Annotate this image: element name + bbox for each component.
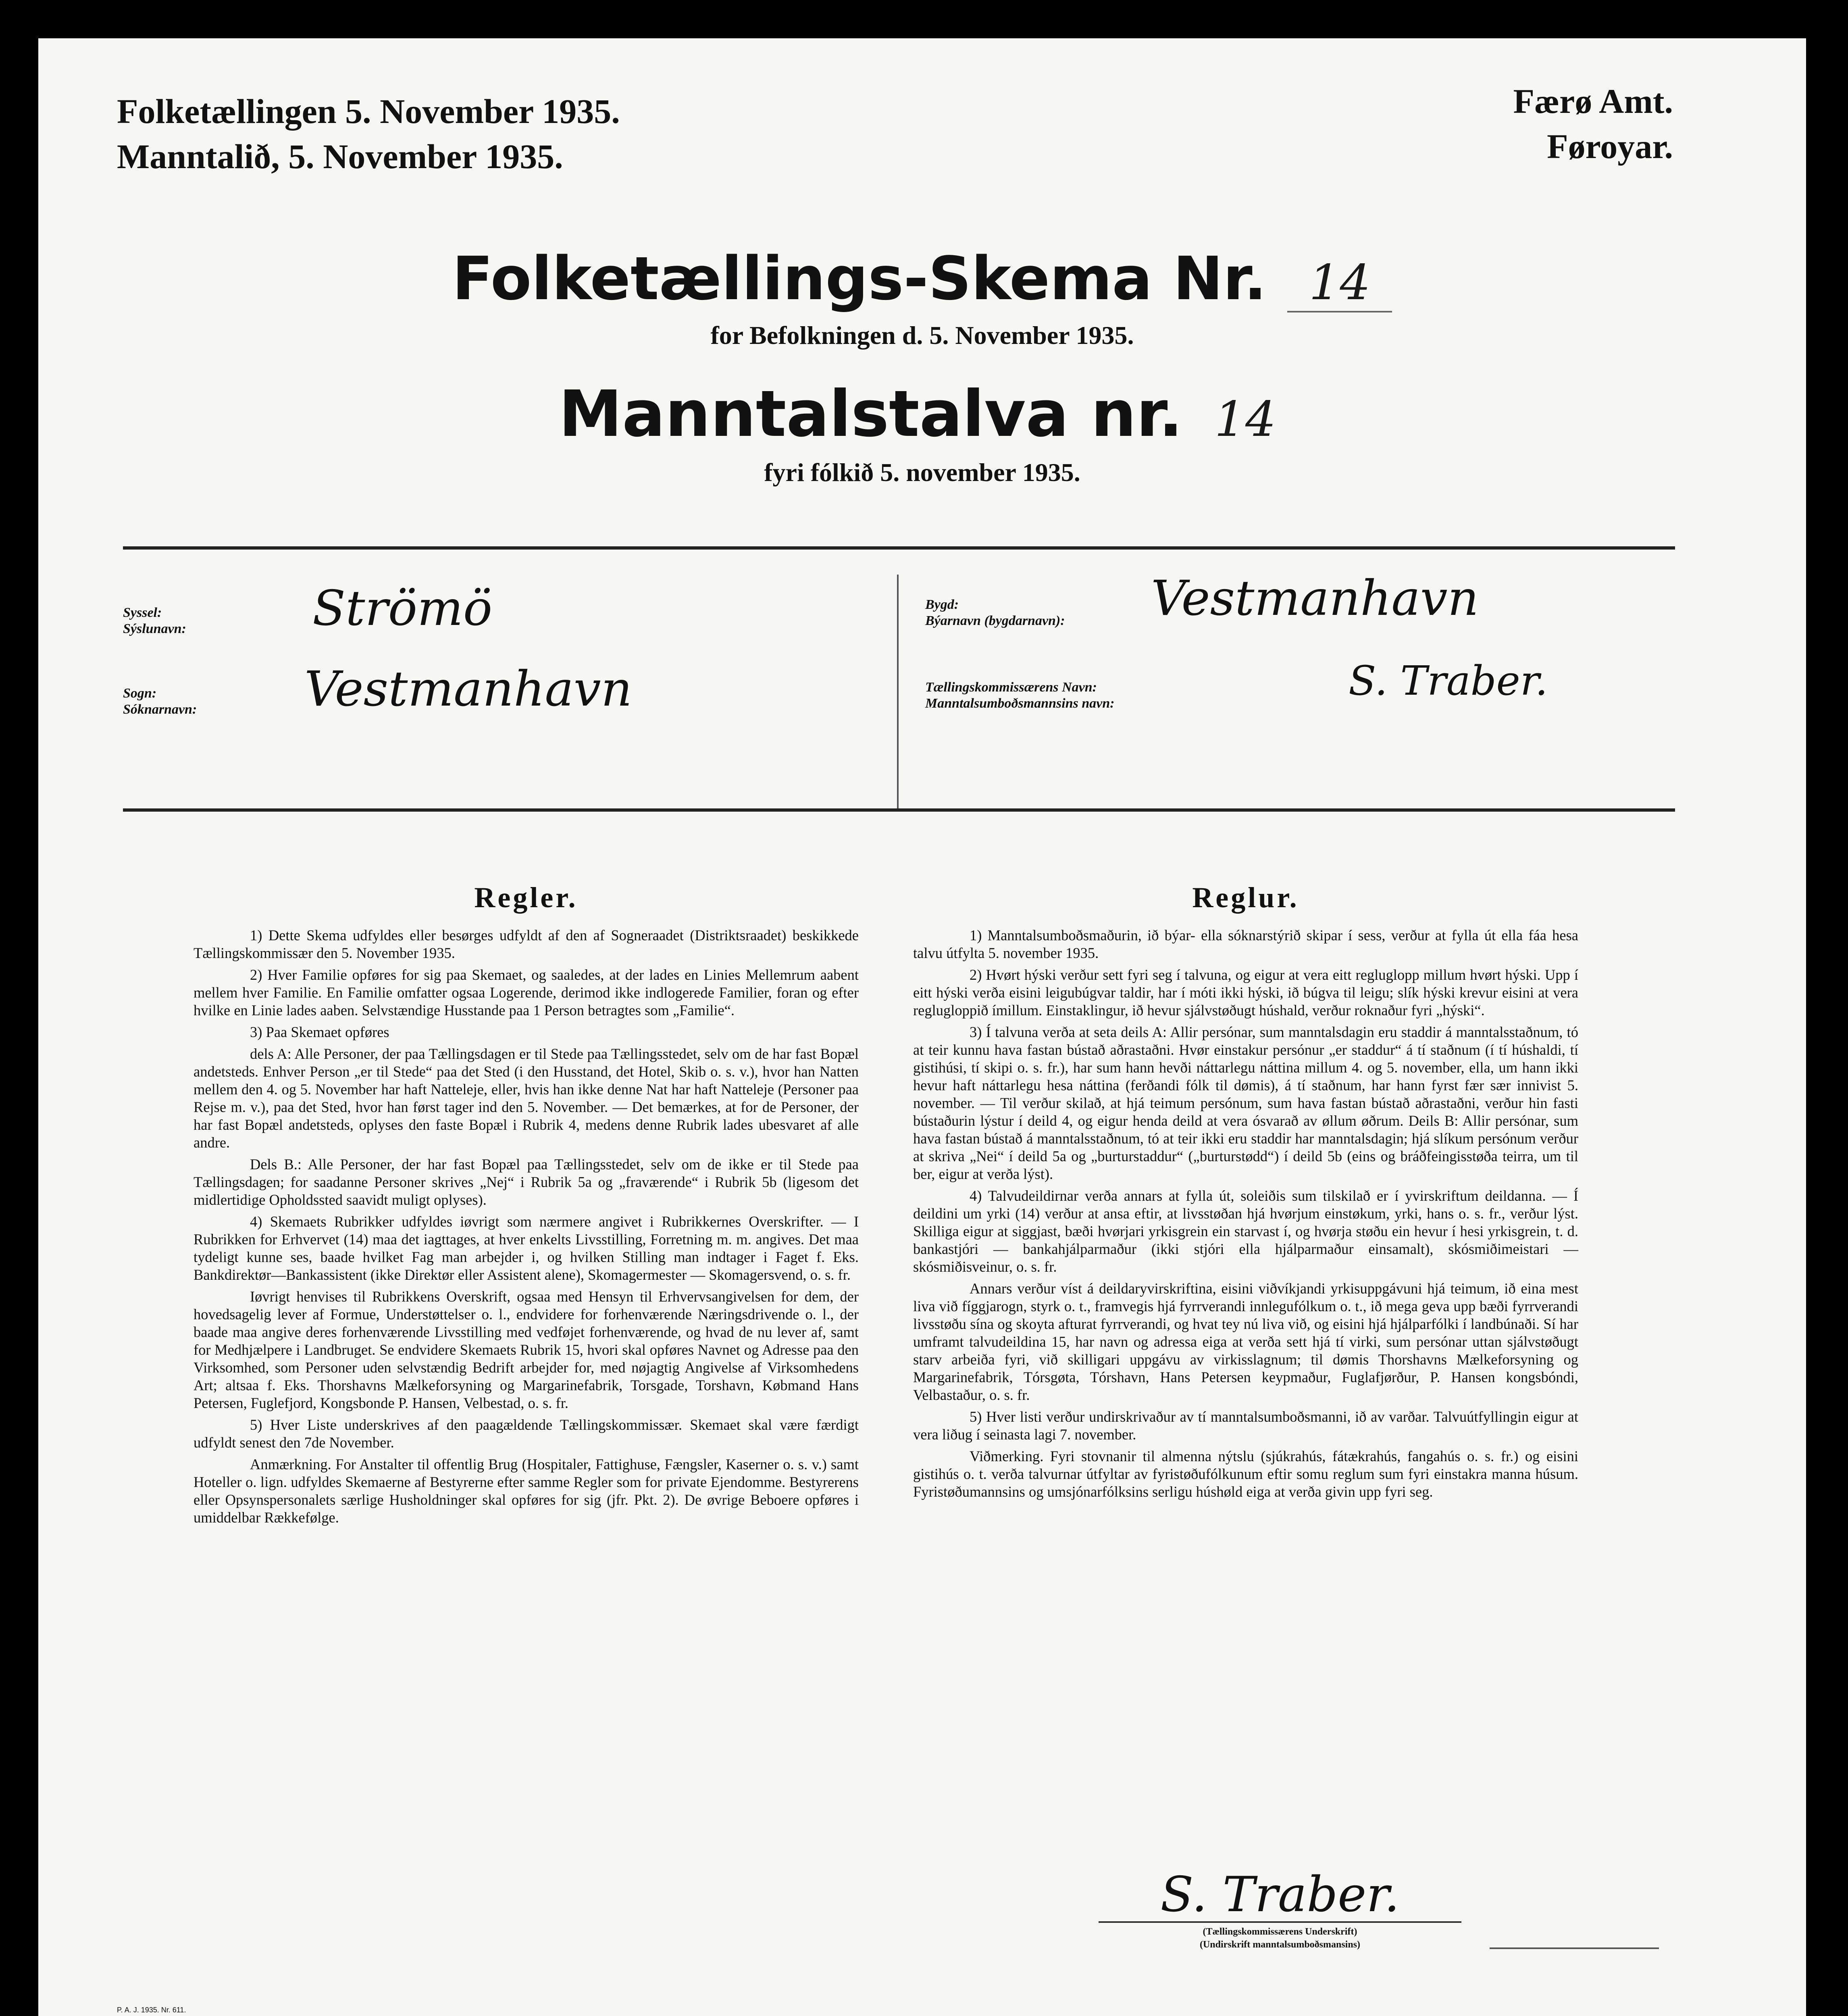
signature-block: [1099, 1869, 1461, 1951]
reglur-column: [913, 881, 1578, 1505]
regler-p4: 4) Skemaets Rubrikker udfyldes iøvrigt som nærmere angivet i Rubrikkernes Overskrifter. — I Rubrikken for Erhvervet (14) maa det iagttages, at hver enkelts Livsstilling, Forretning m. m. angives. Det maa tydeligt kunne ses, baade hvilket Fag man arbejder i, og hvilken Stilling man indtager i Faget f. Eks. Bankdirektør—Bankassistent (ikke Direktør eller Assistent alene), Skomagermester — Skomagersvend, o. s. fr.: [194, 1213, 859, 1283]
regler-p5: 5) Hver Liste underskrives af den paagældende Tællingskommissær. Skemaet skal være færdigt udfyldt senest den 7de November.: [194, 1416, 859, 1451]
form-title-danish-text: Folketællings-Skema Nr.: [452, 244, 1267, 313]
signature-value: S. Traber.: [1099, 1869, 1461, 1923]
sogn-label: Sogn:: [123, 686, 157, 701]
regler-p1: 1) Dette Skema udfyldes eller besørges udfyldt af den af Sogneraadet (Distriktsraadet) beskikkede Tællingskommissær den 5. November 1935.: [194, 927, 859, 961]
kommissaer-label: Tællingskommissærens Navn:: [925, 680, 1097, 695]
reglur-p1: 1) Manntalsumboðsmaðurin, ið býar- ella sóknarstýrið skipar í sess, verður at fylla út ella fáa hesa talvu útfylta 5. november 1935.: [913, 927, 1578, 961]
reglur-title: Reglur.: [1192, 881, 1299, 914]
reglur-p2: 2) Hvørt hýski verður sett fyri seg í talvuna, og eigur at vera eitt regluglopp millum hvørt hýski. Upp í eitt hýski verða eisini leigubúgvar taldir, har í móti ikki hýski, ið búgva til leigu; slík hýski krevur eisini at vera reglugloppið ímillum. Einstaklingur, ið hevur sjálvstøðugt húshald, verður roknaður fyri „hýski“.: [913, 966, 1578, 1018]
reglur-p6: Viðmerking. Fyri stovnanir til almenna nýtslu (sjúkrahús, fátækrahús, fangahús o. s. fr.) og eisini gistihús o. t. verða talvurnar útfyltar av fyristøðufólkunum eftir somu reglum sum fyri einstakra manna húsum. Fyristøðumannsins og umsjónarfólksins serligu húshøld eiga at verða givin upp fyri seg.: [913, 1448, 1578, 1500]
form-subtitle-faroese: fyri fólkið 5. november 1935.: [764, 458, 1080, 487]
regler-p3a: dels A: Alle Personer, der paa Tællingsdagen er til Stede paa Tællingsstedet, selv om de har fast Bopæl andetsteds. Enhver Person „er til Stede“ paa det Sted (i den Husstand, det Hotel, Skib o. s. v.), hvor han Natten mellem den 4. og 5. November har haft Natteleje, eller, hvis han ikke denne Nat har haft Natteleje (Personer paa Rejse m. v.), paa det Sted, hvor han først tager ind den 5. November. — Det bemærkes, at for de Personer, der har fast Bopæl andetsteds, oplyses den faste Bopæl i Rubrik 4, medens denne Rubrik lades ubesvaret af alle andre.: [194, 1045, 859, 1151]
kommissaer-label-fo: Manntalsumboðsmannsins navn:: [925, 696, 1115, 711]
signature-caption-faroese: (Undirskrift manntalsumboðsmansins): [1199, 1939, 1361, 1950]
reglur-p3: 3) Í talvuna verða at seta deils A: Allir persónar, sum manntalsdagin eru staddir á manntalsstaðnum, tó at teir kunnu hava fastan bústað aðrastaðni. Hvør einstakur persónur „er staddur“ á tí staðnum (í tí húshaldi, tí gistihúsi, tí skipi o. s. fr.), har sum hann hevði náttarlegu náttina millum 4. og 5. november, ella, um hann ikki hevur haft náttarlegu hesa náttina (ferðandi fólk til dømis), á tí staðnum, har hann fyrst fær sær innivist 5. november. — Til verður skilað, at hjá teimum persónum, sum hava fastan bústað aðrastaðni, verður hin fasti bústaðurin lýstur í deild 4, og eigur henda deild at vera ósvarað av øllum øðrum. Deils B: Allir persónar, sum hava fastan bústað á manntalsstaðnum, tó at teir ikki eru staddir har manntalsdagin; hjá slíkum persónum verður at skriva „Nei“ í deild 5a og „burturstaddur“ („burturstødd“) í deild 5b (eins og bráðfeingisstøða teirra, um til ber, eigur at verða lýst).: [913, 1024, 1578, 1182]
regler-p2: 2) Hver Familie opføres for sig paa Skemaet, og saaledes, at der lades en Linies Mellemrum aabent mellem hver Familie. En Familie omfatter ogsaa Logerende, derimod ikke indlogerede Familier, foran og efter hvilke en Linie lades aaben. Selvstændige Husstande paa 1 Person betragtes som „Familie“.: [194, 966, 859, 1018]
form-number-danish: 14: [1287, 255, 1392, 312]
regler-title: Regler.: [474, 881, 578, 914]
top-divider: [123, 546, 1675, 550]
syssel-value: Strömö: [312, 581, 493, 637]
bygd-label-fo: Býarnavn (bygdarnavn):: [925, 613, 1065, 628]
header-left: [117, 89, 620, 179]
syssel-label-fo: Sýslunavn:: [123, 621, 186, 636]
header-right-line2: Føroyar.: [1547, 127, 1673, 166]
reglur-p5: 5) Hver listi verður undirskrivaður av tí manntalsumboðsmanni, ið av varðar. Talvuútfyllingin eigur at vera liðug í seinasta lagi 7. november.: [913, 1408, 1578, 1443]
middle-divider: [123, 808, 1675, 812]
reglur-p4b: Annars verður víst á deildaryvirskriftina, eisini viðvíkjandi yrkisuppgávuni hjá teimum, ið eina mest liva við fíggjarogn, styrk o. t., framvegis hjá fyrrverandi innlegufólkum o. t., ið mega geva upp bæði fyrrverandi livsstøðu sína og skoyta afturat fyrrverandi, og hvat tey nú liva við, og eisini hjá hjálparfólki í landbúnaði. Sí har umframt talvudeildina 15, har navn og adressa eiga at verða sett hjá tí virki, sum persónar uttan sjálvstøðugt starv arbeiða fyri, við skilligari uppgávu av virkisslagnum; til dømis Thorshavns Mælkeforsyning og Margarinefabrik, Tórsgøta, Tórshavn, Hans Petersen keypmaður, Fuglafjørður, P. Hansen kongsbóndi, Velbastaður, o. s. fr.: [913, 1280, 1578, 1403]
form-title-faroese-text: Manntalstalva nr.: [559, 377, 1183, 451]
regler-column: [194, 881, 859, 1531]
header-right: [1513, 79, 1673, 169]
header-left-line1: Folketællingen 5. November 1935.: [117, 92, 620, 131]
signature-line-right: [1490, 1947, 1659, 1949]
kommissaer-value: S. Traber.: [1349, 657, 1548, 704]
reglur-p4: 4) Talvudeildirnar verða annars at fylla út, soleiðis sum tilskilað er í yvirskriftum deildanna. — Í deildini um yrki (14) verður at ansa eftir, at livsstøðan hjá hvørjum einstøkum, yrki, hans o. s. fr., verður lýst. Skilliga eigur at siggjast, bæði hvørjari yrkisgrein ein starvast í, og hvørja støðu ein hevur í hesi yrkisgrein, t. d. bankastjóri — bankahjálparmaður (ikki stjóri ella hjálparmaður einsamalt), skósmiðimeistari — skósmiðisveinur, o. s. fr.: [913, 1187, 1578, 1275]
form-title-faroese: [38, 377, 1806, 451]
signature-caption-danish: (Tællingskommissærens Underskrift): [1203, 1926, 1357, 1937]
header-right-line1: Færø Amt.: [1513, 82, 1673, 121]
bygd-label: Bygd:: [925, 597, 959, 612]
form-number-faroese: 14: [1214, 392, 1276, 448]
sogn-label-fo: Sóknarnavn:: [123, 702, 197, 717]
sogn-value: Vestmanhavn: [304, 661, 632, 717]
regler-p6: Anmærkning. For Anstalter til offentlig Brug (Hospitaler, Fattighuse, Fængsler, Kaserner o. s. v.) samt Hoteller o. lign. udfyldes Skemaerne af Bestyrerne efter samme Regler som for private Ejendomme. Bestyrerens eller Opsynspersonalets særlige Husholdninger skal opføres for sig (jfr. Pkt. 2). De øvrige Beboere opføres i umiddelbar Rækkefølge.: [194, 1456, 859, 1526]
regler-p3: 3) Paa Skemaet opføres: [250, 1024, 389, 1040]
printer-mark: P. A. J. 1935. Nr. 611.: [117, 2006, 186, 2014]
form-subtitle-danish: for Befolkningen d. 5. November 1935.: [710, 321, 1134, 350]
header-left-line2: Manntalið, 5. November 1935.: [117, 137, 563, 176]
regler-p3b: Dels B.: Alle Personer, der har fast Bopæl paa Tællingsstedet, selv om de ikke er til Stede paa Tællingsdagen; for saadanne Personer skrives „Nej“ i Rubrik 5a og „fraværende“ i Rubrik 5b (ligesom det midlertidige Opholdssted saavidt muligt oplyses).: [194, 1156, 859, 1208]
census-form-page: [38, 38, 1806, 2016]
field-divider: [897, 575, 899, 808]
syssel-label: Syssel:: [123, 605, 162, 620]
regler-p4b: Iøvrigt henvises til Rubrikkens Overskrift, ogsaa med Hensyn til Erhvervsangivelsen for dem, der hovedsagelig lever af Formue, Understøttelser o. l., endvidere for forhenværende Næringsdrivende o. l., der baade maa angive deres forhenværende Livsstilling med vedføjet forhenværende, og hvad de nu lever af, samt for Medhjælpere i Landbruget. Se endvidere Skemaets Rubrik 15, hvori skal opføres Navnet og Adresse paa den Virksomhed, som Personer uden selvstændig Bedrift arbejder for, med nøjagtig Angivelse af Virksomhedens Art; altsaa f. Eks. Thorshavns Mælkeforsyning og Margarinefabrik, Torsgade, Torshavn, Købmand Hans Petersen, Fuglefjord, Kongsbonde P. Hansen, Velbestad, o. s. fr.: [194, 1288, 859, 1411]
bygd-value: Vestmanhavn: [1151, 571, 1479, 627]
form-title-danish: [38, 244, 1806, 313]
